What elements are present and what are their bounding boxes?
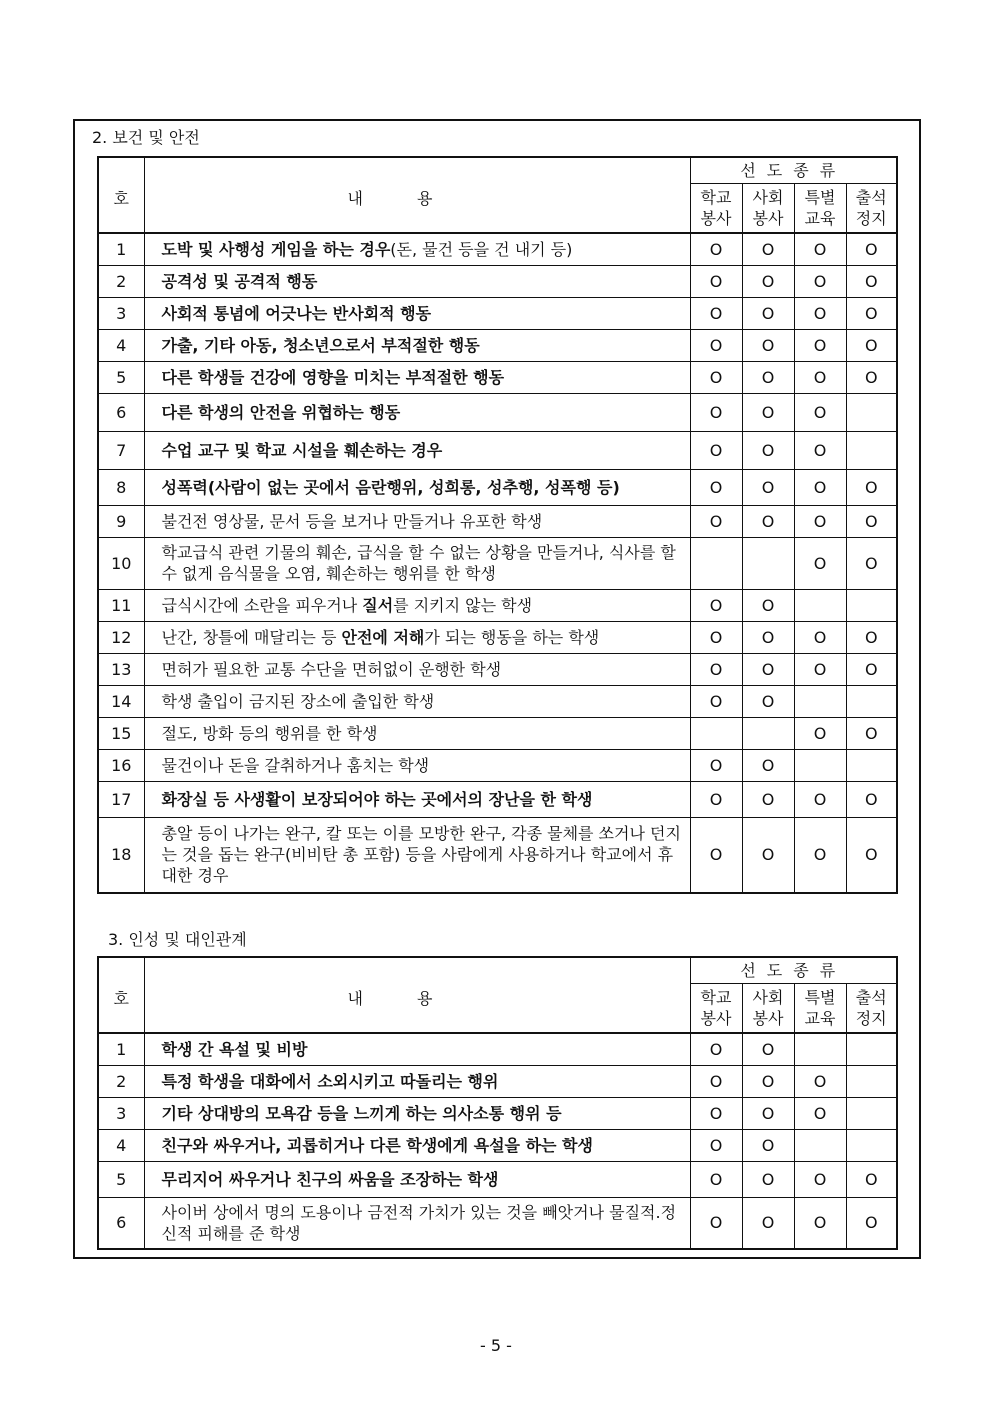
- row-number: 15: [98, 717, 144, 749]
- row-mark: O: [742, 1197, 794, 1249]
- row-mark: O: [742, 361, 794, 393]
- header-no: 호: [98, 957, 144, 1033]
- row-mark: O: [794, 233, 846, 265]
- row-number: 2: [98, 265, 144, 297]
- row-number: 11: [98, 589, 144, 621]
- row-mark: O: [846, 361, 897, 393]
- row-mark: O: [794, 1097, 846, 1129]
- row-content-text: 수업 교구 및 학교 시설을 훼손하는 경우: [161, 440, 443, 460]
- header-type-line2: 교육: [804, 209, 836, 228]
- row-mark: O: [846, 817, 897, 893]
- row-content-text: 를 지키지 않는 학생: [393, 595, 533, 615]
- row-mark: O: [742, 1161, 794, 1197]
- row-mark: [794, 1129, 846, 1161]
- row-mark: O: [846, 621, 897, 653]
- header-content-label: 내용: [347, 989, 487, 1008]
- row-mark: [846, 1129, 897, 1161]
- header-type-3: [794, 184, 846, 234]
- row-content: [144, 431, 690, 469]
- row-content: [144, 265, 690, 297]
- header-guidance-types: 선도종류: [690, 957, 897, 984]
- row-number: 14: [98, 685, 144, 717]
- header-type-line1: 학교: [700, 188, 732, 207]
- row-number: 3: [98, 1097, 144, 1129]
- row-content: [144, 653, 690, 685]
- row-mark: [846, 1097, 897, 1129]
- header-type-line2: 봉사: [752, 1009, 784, 1028]
- row-content-text: 난간, 창틀에 매달리는 등: [161, 627, 342, 647]
- table-row: [98, 1197, 897, 1249]
- table-row: [98, 717, 897, 749]
- row-mark: O: [794, 265, 846, 297]
- row-mark: O: [690, 233, 742, 265]
- row-content-text: 친구와 싸우거나, 괴롭히거나 다른 학생에게 욕설을 하는 학생: [161, 1135, 593, 1155]
- row-mark: [846, 589, 897, 621]
- row-number: 13: [98, 653, 144, 685]
- row-mark: O: [742, 1097, 794, 1129]
- row-number: 4: [98, 1129, 144, 1161]
- header-type-3: [794, 984, 846, 1034]
- row-mark: O: [690, 297, 742, 329]
- row-mark: O: [690, 749, 742, 781]
- row-mark: O: [690, 781, 742, 817]
- row-mark: O: [794, 469, 846, 505]
- row-mark: O: [742, 505, 794, 537]
- row-content: [144, 537, 690, 589]
- header-type-line1: 출석: [855, 188, 887, 207]
- row-content-text: 총알 등이 나가는 완구, 칼 또는 이를 모방한 완구, 각종 물체를 쏘거나 던지는 것을 돕는 완구(비비탄 총 포함) 등을 사람에게 사용하거나 학교에서 휴대한 경우: [161, 824, 681, 886]
- row-mark: O: [690, 653, 742, 685]
- header-type-4: [846, 984, 897, 1034]
- row-number: 5: [98, 361, 144, 393]
- table-row: [98, 685, 897, 717]
- row-mark: [794, 1033, 846, 1065]
- row-number: 2: [98, 1065, 144, 1097]
- row-content-text: 무리지어 싸우거나 친구의 싸움을 조장하는 학생: [161, 1169, 499, 1189]
- header-type-line1: 사회: [752, 988, 784, 1007]
- row-content: [144, 361, 690, 393]
- row-number: 12: [98, 621, 144, 653]
- table-row: [98, 1097, 897, 1129]
- table-row: [98, 1065, 897, 1097]
- section-2-title: 2. 보건 및 안전: [92, 128, 200, 147]
- row-mark: O: [846, 505, 897, 537]
- header-type-line2: 교육: [804, 1009, 836, 1028]
- row-mark: O: [794, 393, 846, 431]
- row-mark: [846, 685, 897, 717]
- row-mark: O: [846, 653, 897, 685]
- row-mark: [690, 717, 742, 749]
- row-mark: O: [690, 1065, 742, 1097]
- row-mark: [846, 393, 897, 431]
- row-mark: O: [690, 1129, 742, 1161]
- row-mark: O: [742, 1129, 794, 1161]
- row-content: [144, 297, 690, 329]
- row-mark: O: [846, 781, 897, 817]
- row-mark: O: [846, 469, 897, 505]
- row-content-text: 물건이나 돈을 갈취하거나 훔치는 학생: [161, 755, 430, 775]
- row-content: [144, 685, 690, 717]
- row-mark: O: [794, 537, 846, 589]
- row-mark: O: [690, 393, 742, 431]
- header-type-4: [846, 184, 897, 234]
- row-mark: [742, 537, 794, 589]
- row-number: 1: [98, 233, 144, 265]
- row-number: 1: [98, 1033, 144, 1065]
- row-mark: O: [690, 685, 742, 717]
- row-content: [144, 393, 690, 431]
- header-type-line1: 출석: [855, 988, 887, 1007]
- row-number: 4: [98, 329, 144, 361]
- row-content-text: (돈, 물건 등을 건 내기 등): [390, 239, 573, 259]
- row-mark: O: [794, 1197, 846, 1249]
- row-mark: [794, 589, 846, 621]
- section-3-table: [97, 956, 898, 1250]
- header-type-line1: 특별: [804, 188, 836, 207]
- row-mark: O: [742, 1033, 794, 1065]
- row-content: [144, 781, 690, 817]
- row-mark: O: [690, 1197, 742, 1249]
- row-content-text: 성폭력(사람이 없는 곳에서 음란행위, 성희롱, 성추행, 성폭행 등): [161, 477, 620, 497]
- row-mark: O: [690, 589, 742, 621]
- row-number: 5: [98, 1161, 144, 1197]
- header-content: [144, 957, 690, 1033]
- row-content-text: 질서: [362, 595, 394, 615]
- row-number: 17: [98, 781, 144, 817]
- row-content-text: 공격성 및 공격적 행동: [161, 271, 318, 291]
- table-row: [98, 1129, 897, 1161]
- row-mark: O: [742, 621, 794, 653]
- row-mark: O: [742, 329, 794, 361]
- row-number: 9: [98, 505, 144, 537]
- row-content-text: 불건전 영상물, 문서 등을 보거나 만들거나 유포한 학생: [161, 511, 543, 531]
- header-type-line1: 학교: [700, 988, 732, 1007]
- row-mark: O: [794, 505, 846, 537]
- row-content-text: 기타 상대방의 모욕감 등을 느끼게 하는 의사소통 행위 등: [161, 1103, 562, 1123]
- row-content-text: 가출, 기타 아동, 청소년으로서 부적절한 행동: [161, 335, 480, 355]
- table-row: [98, 781, 897, 817]
- header-type-line2: 봉사: [752, 209, 784, 228]
- row-mark: O: [742, 781, 794, 817]
- row-mark: O: [846, 329, 897, 361]
- header-type-line1: 특별: [804, 988, 836, 1007]
- row-mark: O: [690, 329, 742, 361]
- row-mark: O: [794, 1161, 846, 1197]
- row-mark: O: [742, 1065, 794, 1097]
- row-mark: O: [846, 297, 897, 329]
- row-number: 10: [98, 537, 144, 589]
- row-mark: O: [794, 817, 846, 893]
- row-mark: O: [794, 1065, 846, 1097]
- row-mark: [846, 1065, 897, 1097]
- header-type-line2: 정지: [855, 1009, 887, 1028]
- header-type-1: [690, 184, 742, 234]
- row-mark: O: [690, 431, 742, 469]
- row-mark: O: [690, 621, 742, 653]
- table-row: [98, 265, 897, 297]
- header-type-line1: 사회: [752, 188, 784, 207]
- header-type-line2: 정지: [855, 209, 887, 228]
- row-mark: O: [742, 233, 794, 265]
- row-mark: O: [794, 361, 846, 393]
- row-number: 7: [98, 431, 144, 469]
- row-content-text: 다른 학생의 안전을 위협하는 행동: [161, 402, 401, 422]
- row-mark: O: [742, 265, 794, 297]
- table-row: [98, 431, 897, 469]
- row-number: 8: [98, 469, 144, 505]
- row-mark: [742, 717, 794, 749]
- row-mark: O: [742, 653, 794, 685]
- table-row: [98, 589, 897, 621]
- row-content: [144, 749, 690, 781]
- header-type-line2: 봉사: [700, 209, 732, 228]
- header-type-line2: 봉사: [700, 1009, 732, 1028]
- header-guidance-types: 선도종류: [690, 157, 897, 184]
- table-row: [98, 817, 897, 893]
- row-mark: O: [794, 653, 846, 685]
- header-row: [98, 957, 897, 984]
- row-content: [144, 329, 690, 361]
- row-number: 18: [98, 817, 144, 893]
- row-mark: O: [742, 749, 794, 781]
- row-number: 3: [98, 297, 144, 329]
- row-content-text: 면허가 필요한 교통 수단을 면허없이 운행한 학생: [161, 659, 502, 679]
- table-row: [98, 621, 897, 653]
- row-mark: O: [794, 329, 846, 361]
- row-content: [144, 505, 690, 537]
- row-content: [144, 1129, 690, 1161]
- table-row: [98, 1033, 897, 1065]
- table-row: [98, 1161, 897, 1197]
- row-mark: O: [846, 537, 897, 589]
- row-content: [144, 589, 690, 621]
- row-mark: O: [742, 589, 794, 621]
- row-mark: O: [794, 621, 846, 653]
- header-no: 호: [98, 157, 144, 233]
- row-content: [144, 1097, 690, 1129]
- row-mark: O: [846, 717, 897, 749]
- section-3-title: 3. 인성 및 대인관계: [108, 930, 247, 949]
- row-mark: O: [794, 781, 846, 817]
- table-row: [98, 749, 897, 781]
- row-content-text: 다른 학생들 건강에 영향을 미치는 부적절한 행동: [161, 367, 505, 387]
- row-mark: O: [742, 817, 794, 893]
- header-content: [144, 157, 690, 233]
- row-mark: O: [794, 431, 846, 469]
- header-type-1: [690, 984, 742, 1034]
- row-number: 16: [98, 749, 144, 781]
- row-mark: O: [690, 505, 742, 537]
- row-content-text: 사이버 상에서 명의 도용이나 금전적 가치가 있는 것을 빼앗거나 물질적.정신적 피해를 준 학생: [161, 1202, 677, 1243]
- row-mark: [846, 1033, 897, 1065]
- row-content: [144, 1197, 690, 1249]
- row-mark: O: [794, 717, 846, 749]
- row-content: [144, 817, 690, 893]
- row-mark: [690, 537, 742, 589]
- table-row: [98, 393, 897, 431]
- row-mark: O: [846, 265, 897, 297]
- row-content: [144, 1161, 690, 1197]
- row-mark: O: [690, 469, 742, 505]
- row-mark: O: [690, 817, 742, 893]
- page-number: - 5 -: [480, 1336, 512, 1355]
- table-row: [98, 537, 897, 589]
- row-mark: O: [742, 393, 794, 431]
- row-mark: O: [690, 1097, 742, 1129]
- row-content-text: 도박 및 사행성 게임을 하는 경우: [161, 239, 391, 259]
- header-type-2: [742, 984, 794, 1034]
- row-mark: O: [794, 297, 846, 329]
- row-content: [144, 621, 690, 653]
- row-mark: O: [846, 1197, 897, 1249]
- table-row: [98, 329, 897, 361]
- row-content-text: 화장실 등 사생활이 보장되어야 하는 곳에서의 장난을 한 학생: [161, 789, 593, 809]
- table-row: [98, 297, 897, 329]
- row-content-text: 학교급식 관련 기물의 훼손, 급식을 할 수 없는 상황을 만들거나, 식사를 할 수 없게 음식물을 오염, 훼손하는 행위를 한 학생: [161, 543, 676, 583]
- row-number: 6: [98, 393, 144, 431]
- row-content-text: 학생 간 욕설 및 비방: [161, 1039, 308, 1059]
- header-row: [98, 157, 897, 184]
- header-type-2: [742, 184, 794, 234]
- row-mark: O: [690, 1161, 742, 1197]
- row-mark: [794, 749, 846, 781]
- row-mark: O: [846, 233, 897, 265]
- section-2-table: [97, 156, 898, 894]
- row-content: [144, 717, 690, 749]
- table-row: [98, 505, 897, 537]
- row-content-text: 학생 출입이 금지된 장소에 출입한 학생: [161, 691, 435, 711]
- table-row: [98, 233, 897, 265]
- row-content: [144, 1065, 690, 1097]
- row-mark: O: [742, 431, 794, 469]
- row-content-text: 사회적 통념에 어긋나는 반사회적 행동: [161, 303, 432, 323]
- row-number: 6: [98, 1197, 144, 1249]
- table-row: [98, 361, 897, 393]
- row-mark: O: [690, 361, 742, 393]
- row-content-text: 급식시간에 소란을 피우거나: [161, 595, 363, 615]
- header-content-label: 내용: [347, 189, 487, 208]
- row-content-text: 절도, 방화 등의 행위를 한 학생: [161, 723, 378, 743]
- row-content-text: 특정 학생을 대화에서 소외시키고 따돌리는 행위: [161, 1071, 499, 1091]
- row-content-text: 안전에 저해: [341, 627, 425, 647]
- row-content: [144, 233, 690, 265]
- row-content: [144, 1033, 690, 1065]
- table-row: [98, 653, 897, 685]
- row-mark: O: [742, 297, 794, 329]
- row-mark: O: [690, 1033, 742, 1065]
- table-row: [98, 469, 897, 505]
- row-mark: O: [742, 469, 794, 505]
- row-mark: [794, 685, 846, 717]
- row-content: [144, 469, 690, 505]
- row-mark: [846, 749, 897, 781]
- row-mark: O: [742, 685, 794, 717]
- row-mark: [846, 431, 897, 469]
- row-content-text: 가 되는 행동을 하는 학생: [424, 627, 600, 647]
- row-mark: O: [690, 265, 742, 297]
- row-mark: O: [846, 1161, 897, 1197]
